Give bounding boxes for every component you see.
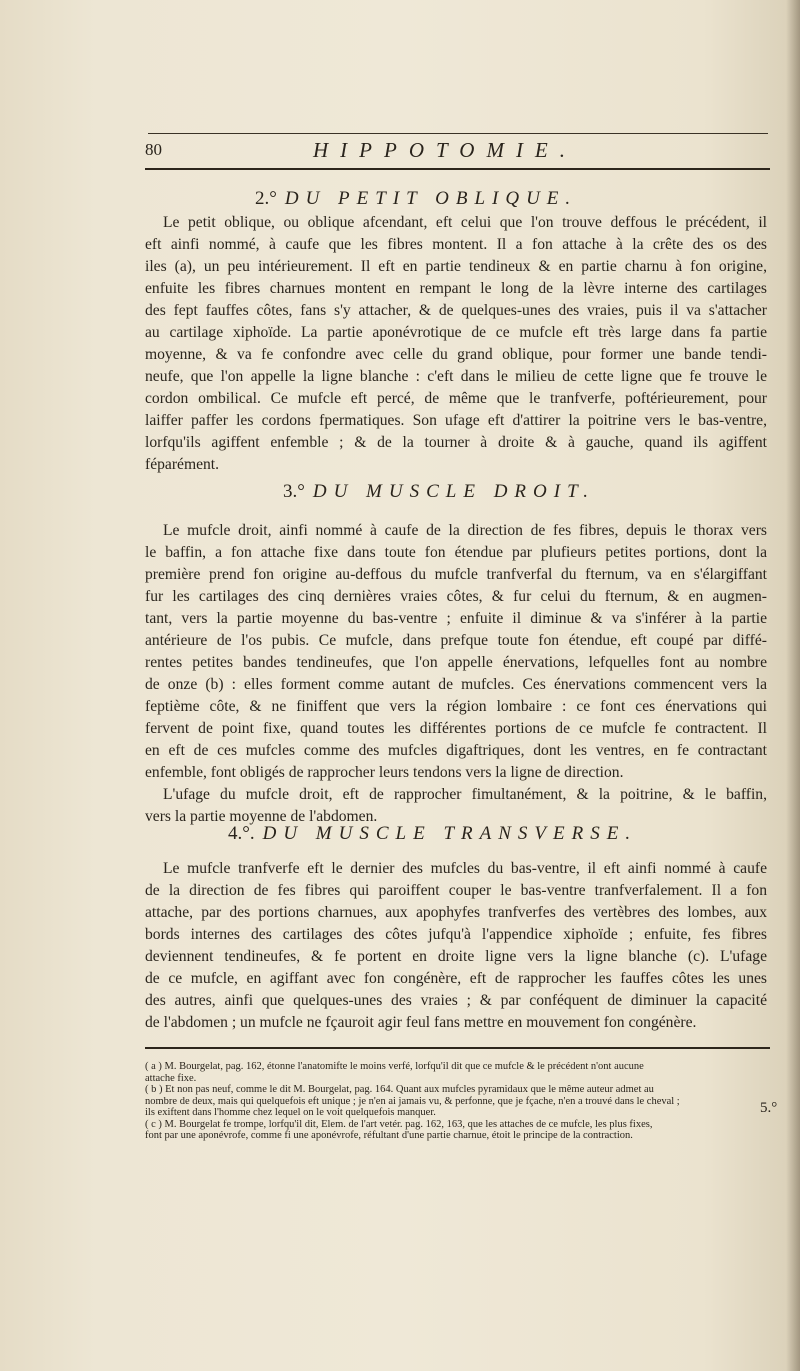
running-title: HIPPOTOMIE.: [313, 138, 578, 162]
running-head: [145, 136, 770, 166]
paragraph-muscle-transverse: [145, 858, 767, 1034]
text-line: laiffer paffer les cordons fpermatiques. Son ufage eft d'attirer la poitrine vers le bas-ventre,: [145, 412, 767, 429]
text-line: neufe, que l'on appelle la ligne blanche : c'eft dans le milieu de cette ligne que fe trouve le: [145, 368, 767, 385]
text-line: deviennent tendineufes, & fe portent en droite ligne vers la ligne blanche (c). L'ufage: [145, 948, 767, 965]
text-line: en eft de ces mufcles comme des mufcles digaftriques, dont les ventres, en fe contractant: [145, 742, 767, 759]
page-number: 80: [145, 140, 162, 159]
text-line: des autres, ainfi que quelques-unes des vraies ; & par conféquent de diminuer la capacité: [145, 992, 767, 1009]
text-line: le baffin, a fon attache fixe dans toute fon étendue par plufieurs petites portions, dont la: [145, 544, 767, 561]
footnote-rule: [145, 1047, 770, 1049]
section-heading: DU PETIT OBLIQUE.: [284, 188, 578, 209]
paragraph-petit-oblique: [145, 212, 767, 476]
footnote-line: ( a ) M. Bourgelat, pag. 162, étonne l'anatomifte le moins verfé, lorfqu'il dit que ce mufcle & le précédent n'ont aucune: [145, 1061, 644, 1072]
section-heading: DU MUSCLE DROIT.: [312, 481, 595, 502]
footnote-line: ( b ) Et non pas neuf, comme le dit M. Bourgelat, pag. 164. Quant aux mufcles pyramidaux que le même auteur admet au: [145, 1084, 654, 1095]
text-line: au cartilage xiphoïde. La partie aponévrotique de ce mufcle eft très large dans fa partie: [145, 324, 767, 341]
text-line: fur les cartilages des cinq dernières vraies côtes, & fur celui du fternum, & en augmen-: [145, 588, 767, 605]
footnote-line: attache fixe.: [145, 1072, 197, 1084]
catchword: 5.°: [760, 1100, 778, 1116]
page-edge-shadow: [786, 0, 800, 1371]
paragraph-muscle-droit: [145, 520, 767, 828]
text-line: attache, par des portions charnues, aux apophyfes tranfverfes des vertèbres des lombes, aux: [145, 904, 767, 921]
section-number: 3.°: [283, 481, 305, 502]
text-line: fervent de point fixe, quand toutes les différentes portions de ce mufcle fe contractent. Il: [145, 720, 767, 737]
text-line: de l'abdomen ; un mufcle ne fçauroit agir feul fans mettre en mouvement fon congénère.: [145, 1014, 697, 1031]
text-line: Le mufcle tranfverfe eft le dernier des mufcles du bas-ventre, il eft ainfi nommé à caufe: [163, 860, 767, 877]
text-line: bords internes des cartilages des côtes jufqu'à l'appendice xiphoïde ; enfuite, fes fibres: [145, 926, 767, 943]
text-line: première prend fon origine au-deffous du mufcle tranfverfal du fternum, va en s'élargiffant: [145, 566, 767, 583]
section-heading: DU MUSCLE TRANSVERSE.: [262, 823, 638, 844]
text-line: feptième côte, & ne finiffent que vers la région lombaire : ce font ces énervations qui: [145, 698, 767, 715]
head-rule: [145, 168, 770, 170]
section-title-petit-oblique: [255, 188, 577, 210]
footnote-line: font par une aponévrofe, comme fi une aponévrofe, réfultant d'une partie charnue, étoit le principe de la contraction.: [145, 1130, 633, 1141]
section-number: 2.°: [255, 188, 277, 209]
section-title-muscle-transverse: [228, 823, 637, 845]
text-line: cordon ombilical. Ce mufcle eft percé, de même que le tranfverfe, poftérieurement, pour: [145, 390, 767, 407]
section-number: 4.°.: [228, 823, 255, 844]
text-line: Le petit oblique, ou oblique afcendant, eft celui que l'on trouve deffous le précédent, il: [163, 214, 767, 231]
text-line: lorfqu'ils agiffent enfemble ; & de la tourner à droite & à gauche, quand ils agiffent: [145, 434, 767, 451]
text-line: L'ufage du mufcle droit, eft de rapprocher fimultanément, & la poitrine, & le baffin,: [163, 786, 767, 803]
text-line: Le mufcle droit, ainfi nommé à caufe de la direction de fes fibres, depuis le thorax vers: [163, 522, 767, 539]
text-line: féparément.: [145, 456, 220, 473]
text-line: de onze (b) : elles forment comme autant de mufcles. Ces énervations commencent vers la: [145, 676, 767, 693]
text-line: enfuite les fibres charnues montent en rempant le long de la lèvre interne des cartilages: [145, 280, 767, 297]
section-title-muscle-droit: [283, 481, 595, 503]
text-line: vers la partie moyenne de l'abdomen.: [145, 808, 378, 825]
footnote-line: nombre de deux, mais qui quelquefois eft unique ; je n'en ai jamais vu, & perfonne, que je fçache, n'en a trouvé dans le cheval ;: [145, 1095, 680, 1107]
text-line: moyenne, & va fe confondre avec celle du grand oblique, pour former une bande tendi-: [145, 346, 767, 363]
footnote-line: ils exiftent dans l'homme chez lequel on le voit quelquefois manquer.: [145, 1107, 436, 1118]
text-line: des fept fauffes côtes, fans s'y attacher, & de quelques-unes des vraies, puis il va s'attacher: [145, 302, 767, 319]
text-line: tant, vers la partie moyenne du bas-ventre ; enfuite il diminue & va s'inférer à la partie: [145, 610, 767, 627]
footnote-line: ( c ) M. Bourgelat fe trompe, lorfqu'il dit, Elem. de l'art vetér. pag. 162, 163, que les attaches de ce mufcle, les plus fixes,: [145, 1118, 653, 1130]
text-line: antérieure de l'os pubis. Ce mufcle, dans prefque toute fon étendue, eft coupé par diffé-: [145, 632, 767, 649]
text-line: enfemble, font obligés de rapprocher leurs tendons vers la ligne de direction.: [145, 764, 624, 781]
footnotes: [145, 1061, 767, 1142]
text-line: de ce mufcle, en agiffant avec fon congénère, eft de rapprocher les fauffes côtes les unes: [145, 970, 767, 987]
text-line: iles (a), un peu intérieurement. Il eft en partie tendineux & en partie charnu à fon origine,: [145, 258, 767, 275]
text-line: eft ainfi nommé, à caufe que les fibres montent. Il a fon attache à la crête des os des: [145, 236, 767, 253]
text-line: de la direction de fes fibres qui paroiffent couper le bas-ventre tranfverfalement. Il a fon: [145, 882, 767, 899]
top-rule: [148, 133, 768, 134]
text-line: rentes petites bandes tendineufes, que l'on appelle énervations, lefquelles font au nombre: [145, 654, 767, 671]
